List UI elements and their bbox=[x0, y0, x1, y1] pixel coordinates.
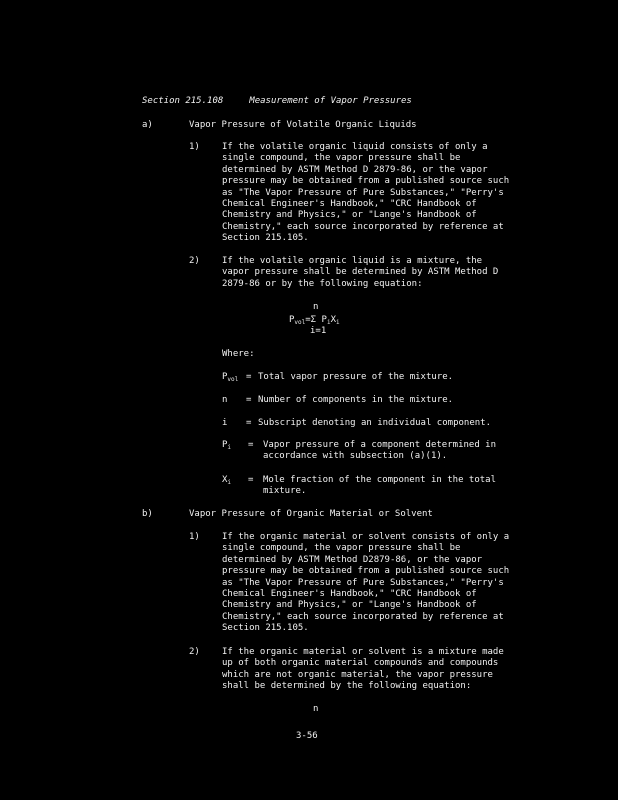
where-label: Where: bbox=[222, 349, 255, 359]
item-b1-label: 1) bbox=[189, 532, 200, 542]
definition-text: Total vapor pressure of the mixture. bbox=[258, 372, 454, 382]
text-line: single compound, the vapor pressure shall be bbox=[222, 153, 461, 164]
text-line: pressure may be obtained from a published source such bbox=[222, 566, 510, 577]
text-line: 2879-86 or by the following equation: bbox=[222, 278, 423, 289]
text-line: Chemical Engineer's Handbook," "CRC Handbook of bbox=[222, 199, 477, 210]
item-a2-text bbox=[222, 256, 562, 290]
vapor-pressure-equation: $P_{vol}=\Sigma$ $P_iX_i$ bbox=[289, 315, 340, 326]
section-title: Measurement of Vapor Pressures bbox=[249, 96, 412, 106]
definition-eq: = bbox=[248, 475, 254, 485]
definition-text: Vapor pressure of a component determined in bbox=[263, 440, 496, 450]
item-a1-label: 1) bbox=[189, 142, 200, 152]
text-line: Chemical Engineer's Handbook," "CRC Handbook of bbox=[222, 589, 477, 600]
equation-upper-limit: n bbox=[313, 302, 319, 312]
text-line: Section 215.105. bbox=[222, 233, 309, 244]
definition-eq: = bbox=[246, 418, 252, 428]
definition-row: $P_{vol}$ bbox=[222, 372, 239, 383]
text-line: Chemistry and Physics," or "Lange's Handbook of bbox=[222, 210, 477, 221]
text-line: as "The Vapor Pressure of Pure Substances," "Perry's bbox=[222, 577, 504, 588]
text-line: Chemistry," each source incorporated by reference at bbox=[222, 221, 504, 232]
definition-text: Subscript denoting an individual component. bbox=[258, 418, 491, 428]
text-line: as "The Vapor Pressure of Pure Substances," "Perry's bbox=[222, 187, 504, 198]
definition-eq: = bbox=[248, 440, 254, 450]
subsection-b-label: b) bbox=[142, 509, 153, 519]
text-line: single compound, the vapor pressure shall be bbox=[222, 543, 461, 554]
page-number: 3-56 bbox=[296, 731, 318, 741]
subsection-a-label: a) bbox=[142, 120, 153, 130]
text-line: If the volatile organic liquid is a mixture, the bbox=[222, 256, 483, 266]
definition-text-cont: accordance with subsection (a)(1). bbox=[263, 451, 448, 461]
text-line: pressure may be obtained from a published source such bbox=[222, 176, 510, 187]
item-a2-label: 2) bbox=[189, 256, 200, 266]
equation-upper-limit-b: n bbox=[313, 704, 319, 714]
definition-row: $X_i$ bbox=[222, 475, 232, 486]
subsection-b-heading: Vapor Pressure of Organic Material or Solvent bbox=[189, 509, 433, 519]
definition-row: $P_i$ bbox=[222, 440, 232, 451]
item-b2-text bbox=[222, 647, 562, 693]
text-line: If the organic material or solvent is a mixture made bbox=[222, 647, 504, 657]
item-b1-text bbox=[222, 532, 562, 635]
definition-text: Number of components in the mixture. bbox=[258, 395, 454, 405]
section-number: Section 215.108 bbox=[142, 96, 224, 106]
definition-text-cont: mixture. bbox=[263, 486, 307, 496]
text-line: which are not organic material, the vapor pressure bbox=[222, 669, 493, 680]
text-line: Section 215.105. bbox=[222, 623, 309, 634]
definition-text: Mole fraction of the component in the total bbox=[263, 475, 496, 485]
definition-eq: = bbox=[246, 395, 252, 405]
text-line: If the organic material or solvent consists of only a bbox=[222, 532, 510, 542]
text-line: Chemistry," each source incorporated by reference at bbox=[222, 611, 504, 622]
equation-lower-limit: i=1 bbox=[310, 326, 327, 336]
item-a1-text bbox=[222, 142, 562, 245]
text-line: Chemistry and Physics," or "Lange's Handbook of bbox=[222, 600, 477, 611]
definition-eq: = bbox=[246, 372, 252, 382]
text-line: If the volatile organic liquid consists of only a bbox=[222, 142, 488, 152]
definition-row: i bbox=[222, 418, 228, 428]
item-b2-label: 2) bbox=[189, 647, 200, 657]
subsection-a-heading: Vapor Pressure of Volatile Organic Liquids bbox=[189, 120, 417, 130]
text-line: shall be determined by the following equation: bbox=[222, 681, 472, 692]
text-line: determined by ASTM Method D 2879-86, or the vapor bbox=[222, 164, 488, 175]
text-line: up of both organic material compounds and compounds bbox=[222, 658, 499, 669]
text-line: determined by ASTM Method D2879-86, or the vapor bbox=[222, 554, 483, 565]
text-line: vapor pressure shall be determined by ASTM Method D bbox=[222, 267, 499, 278]
section-header bbox=[142, 96, 412, 107]
definition-row: n bbox=[222, 395, 228, 405]
